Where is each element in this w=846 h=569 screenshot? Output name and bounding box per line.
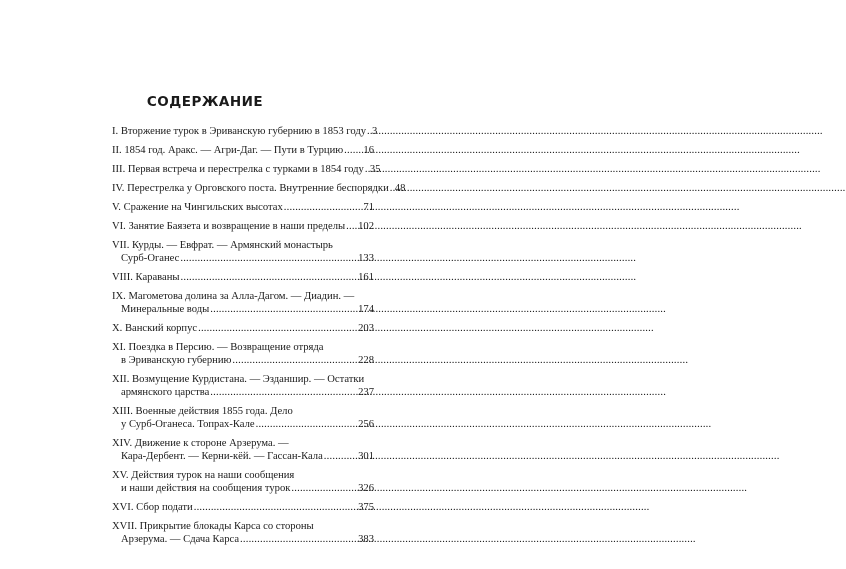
toc-page-number: 35 [369,164,381,175]
toc-entry [112,469,374,495]
toc-entry [112,290,374,316]
toc-dot-leader [256,418,358,431]
toc-entry-title: Кара-Дербент. — Керни-кёй. — Гассан-Кала [121,451,323,462]
toc-entry-continuation [112,303,374,316]
toc-entry-title: II. 1854 год. Аракс. — Агри-Даг. — Пути в Турцию [112,145,344,156]
toc-entry-line [112,501,374,514]
toc-entry-title: XIV. Движение к стороне Арзерума. — [112,438,289,449]
toc-entry-title: у Сурб-Оганеса. Топрах-Кале [121,419,255,430]
toc-entry [112,201,374,214]
toc-dot-leader [198,322,357,335]
toc-page-number: 133 [358,253,374,264]
toc-entry-title: VIII. Караваны [112,272,180,283]
toc-entry-title: X. Ванский корпус [112,323,198,334]
toc-entry-title: армянского царства [121,387,210,398]
toc-dot-leader [240,533,357,546]
toc-entry-title: VII. Курды. — Евфрат. — Армянский монастырь [112,240,333,251]
toc-entry-title: Сурб-Оганес [121,253,180,264]
toc-entry-line [112,271,374,284]
toc-page-number: 375 [358,502,374,513]
table-of-contents [112,125,406,552]
toc-entry-line [112,469,374,482]
toc-entry [112,341,374,367]
toc-entry [112,125,378,138]
toc-dot-leader [291,482,357,495]
toc-entry-line [112,322,374,335]
toc-page-number: 237 [358,387,374,398]
toc-entry-continuation [112,450,374,463]
toc-entry-line [112,290,374,303]
toc-entry-line [112,239,374,252]
toc-entry [112,144,374,157]
toc-entry-title: VI. Занятие Баязета и возвращение в наши пределы [112,221,346,232]
toc-title: СОДЕРЖАНИЕ [146,94,264,110]
toc-entry-continuation [112,533,374,546]
toc-entry-title: XV. Действия турок на наши сообщения [112,470,295,481]
toc-dot-leader [232,354,357,367]
toc-dot-leader [210,303,357,316]
toc-entry-title: Минеральные воды [121,304,210,315]
document-page [0,0,410,569]
toc-entry-title: I. Вторжение турок в Эриванскую губернию в 1853 году [112,126,367,137]
toc-entry [112,239,374,265]
toc-page-number: 71 [363,202,374,213]
toc-entry [112,405,374,431]
toc-page-number: 383 [358,534,374,545]
toc-entry-continuation [112,354,374,367]
toc-entry [112,220,374,233]
toc-entry-line [112,144,374,157]
toc-page-number: 16 [363,145,374,156]
toc-dot-leader [346,220,357,233]
toc-dot-leader [365,163,369,176]
toc-entry [112,271,374,284]
toc-entry-line [112,220,374,233]
toc-page-number: 102 [358,221,374,232]
toc-entry-title: и наши действия на сообщения турок [121,483,291,494]
toc-page-number: 301 [358,451,374,462]
toc-page-number: 256 [358,419,374,430]
toc-entry-continuation [112,482,374,495]
toc-entry-line [112,125,378,138]
toc-entry-continuation [112,386,374,399]
toc-entry [112,520,374,546]
toc-entry [112,501,374,514]
toc-entry [112,163,381,176]
toc-dot-leader [284,201,363,214]
toc-entry [112,182,406,195]
toc-entry-line [112,341,374,354]
toc-page-number: 203 [358,323,374,334]
toc-dot-leader [390,182,394,195]
toc-entry-line [112,520,374,533]
toc-entry-continuation [112,252,374,265]
toc-page-number: 174 [358,304,374,315]
toc-entry-title: XVII. Прикрытие блокады Карса со стороны [112,521,314,532]
toc-dot-leader [367,125,371,138]
toc-entry-title: V. Сражение на Чингильских высотах [112,202,283,213]
toc-dot-leader [324,450,357,463]
toc-entry-title: XVI. Сбор подати [112,502,193,513]
toc-entry-title: III. Первая встреча и перестрелка с турками в 1854 году [112,164,364,175]
toc-entry-line [112,437,374,450]
toc-entry-title: XII. Возмущение Курдистана. — Эзданшир. — Остатки [112,374,365,385]
toc-page-number: 326 [358,483,374,494]
toc-page-number: 228 [358,355,374,366]
toc-entry-title: IV. Перестрелка у Орговского поста. Внутренние беспорядки [112,183,389,194]
toc-entry-line [112,163,381,176]
toc-page-number: 48 [394,183,406,194]
toc-entry [112,373,374,399]
toc-entry-title: Арзерума. — Сдача Карса [121,534,240,545]
toc-entry-title: в Эриванскую губернию [121,355,232,366]
toc-entry-title: XI. Поездка в Персию. — Возвращение отряда [112,342,324,353]
toc-dot-leader [210,386,357,399]
toc-page-number: 161 [358,272,374,283]
toc-entry [112,437,374,463]
toc-entry [112,322,374,335]
toc-entry-continuation [112,418,374,431]
toc-entry-line [112,405,374,418]
toc-dot-leader [194,501,357,514]
toc-dot-leader [180,252,357,265]
toc-entry-title: IX. Магометова долина за Алла-Дагом. — Диадин. — [112,291,355,302]
toc-dot-leader [181,271,358,284]
toc-page-number: 3 [372,126,378,137]
toc-entry-title: XIII. Военные действия 1855 года. Дело [112,406,293,417]
toc-entry-line [112,201,374,214]
toc-dot-leader [344,144,362,157]
toc-entry-line [112,373,374,386]
toc-entry-line [112,182,406,195]
